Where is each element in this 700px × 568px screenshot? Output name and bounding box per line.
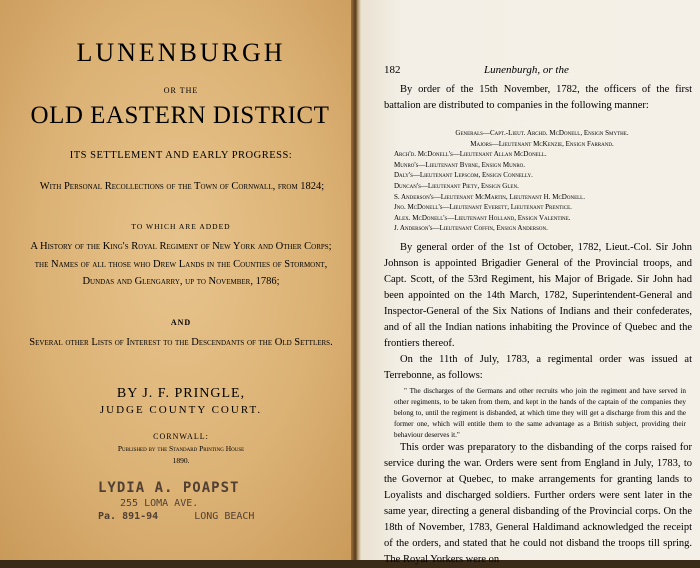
paragraph-3: On the 11th of July, 1783, a regimental order was issued at Terrebonne, as follows: bbox=[384, 354, 692, 381]
officer-entry: Majors—Lieutenant McKenzie, Ensign Farrand. bbox=[470, 139, 614, 148]
officer-list bbox=[394, 128, 690, 234]
title-line-2: OLD EASTERN DISTRICT bbox=[30, 102, 330, 129]
officer-entry: Jno. McDonell's—Lieutenant Everett, Lieutenant Prentice. bbox=[394, 203, 572, 212]
running-title: Lunenburgh, or the bbox=[484, 64, 569, 76]
author-position: JUDGE COUNTY COURT. bbox=[99, 404, 263, 416]
publisher: Published by the Standard Printing House bbox=[117, 444, 245, 453]
page-number: 182 bbox=[384, 64, 401, 76]
title-or-the: OR THE bbox=[163, 86, 199, 95]
officer-entry: Alex. McDonell's—Lieutenant Holland, Ensign Valentine. bbox=[394, 213, 571, 222]
paragraph-2: By general order of the 1st of October, 1782, Lieut.-Col. Sir John Johnson is appointed Brigadier General of the Provincial troops, and Capt. Scott, of the 53rd Regiment, his Major of Brigade. Sir John had been appointed on the 14th March, 1782, Superintendent-General and Inspector-General of the Six Nations of Indians and their confederates, and of all the Indian nations inhabiting the Province of Quebec and the frontiers thereof. bbox=[384, 242, 692, 349]
subtitle: ITS SETTLEMENT AND EARLY PROGRESS: bbox=[69, 150, 293, 161]
paragraph-1: By order of the 15th November, 1782, the officers of the first battalion are distributed to companies in the following manner: bbox=[384, 84, 692, 111]
stamp-name: LYDIA A. POAPST bbox=[98, 480, 240, 496]
publication-place: CORNWALL: bbox=[153, 432, 209, 441]
paragraph-4: This order was preparatory to the disbanding of the corps raised for service during the war. Orders were sent from England in July, 1783, to the Governor at Quebec, to make arrangements for granting lands to Loyalists and discharged soldiers. Further orders were sent later in the same year, directing a general disbanding of the Provincial corps. On the 18th of November, 1783, General Haldimand acknowledged the receipt of the orders, and stated that he could not disband the troops till spring. The Royal Yorkers were on bbox=[384, 442, 692, 565]
recollections-text: With Personal Recollections of the Town of Cornwall, from 1824; bbox=[39, 181, 325, 192]
author: BY J. F. PRINGLE, bbox=[116, 386, 246, 401]
several-lists-text: Several other Lists of Interest to the Descendants of the Old Settlers. bbox=[29, 337, 333, 348]
to-which-added: TO WHICH ARE ADDED bbox=[131, 222, 231, 231]
quoted-order: " The discharges of the Germans and other recruits who join the regiment and have served in other regiments, to be taken from them, and kept in the hands of the captain of the companies they belong to, until the regiment is disbanded, at which time they will get a discharge from this and the former one, which will entitle them to the same advantage as a British subject, providing their behaviour deserves it." bbox=[394, 387, 686, 439]
history-text: A History of the King's Royal Regiment of New York and Other Corps; the Names of all those who Drew Lands in the Counties of Stormont, Dundas and Glengarry, up to November, 1786; bbox=[30, 241, 332, 287]
and-text: AND bbox=[170, 318, 192, 327]
stamp-phone: Pa. 891-94 bbox=[98, 511, 159, 522]
officer-entry: Arch'd. McDonell's—Lieutenant Allan McDonell. bbox=[394, 150, 547, 159]
title-line-1: LUNENBURGH bbox=[76, 38, 286, 67]
stamp-city: LONG BEACH bbox=[194, 511, 255, 522]
officer-entry: Munro's—Lieutenant Byrne, Ensign Munro. bbox=[394, 160, 526, 169]
officer-entry: S. Anderson's—Lieutenant McMartin, Lieutenant H. McDonell. bbox=[394, 192, 585, 201]
officer-entry: Daly's—Lieutenant Lepscom, Ensign Connelly. bbox=[394, 171, 533, 180]
stamp-phone-line bbox=[98, 511, 298, 522]
officer-entry: Generals—Capt.-Lieut. Archd. McDonell, Ensign Smythe. bbox=[455, 129, 629, 137]
owner-stamp bbox=[98, 480, 298, 522]
stamp-address: 255 LOMA AVE. bbox=[120, 498, 199, 509]
book-gutter bbox=[351, 0, 361, 560]
officer-entry: J. Anderson's—Lieutenant Coffin, Ensign Anderson. bbox=[394, 224, 548, 233]
officer-entry: Duncan's—Lieutenant Piety, Ensign Glen. bbox=[394, 181, 519, 190]
publication-year: 1890. bbox=[172, 456, 190, 465]
